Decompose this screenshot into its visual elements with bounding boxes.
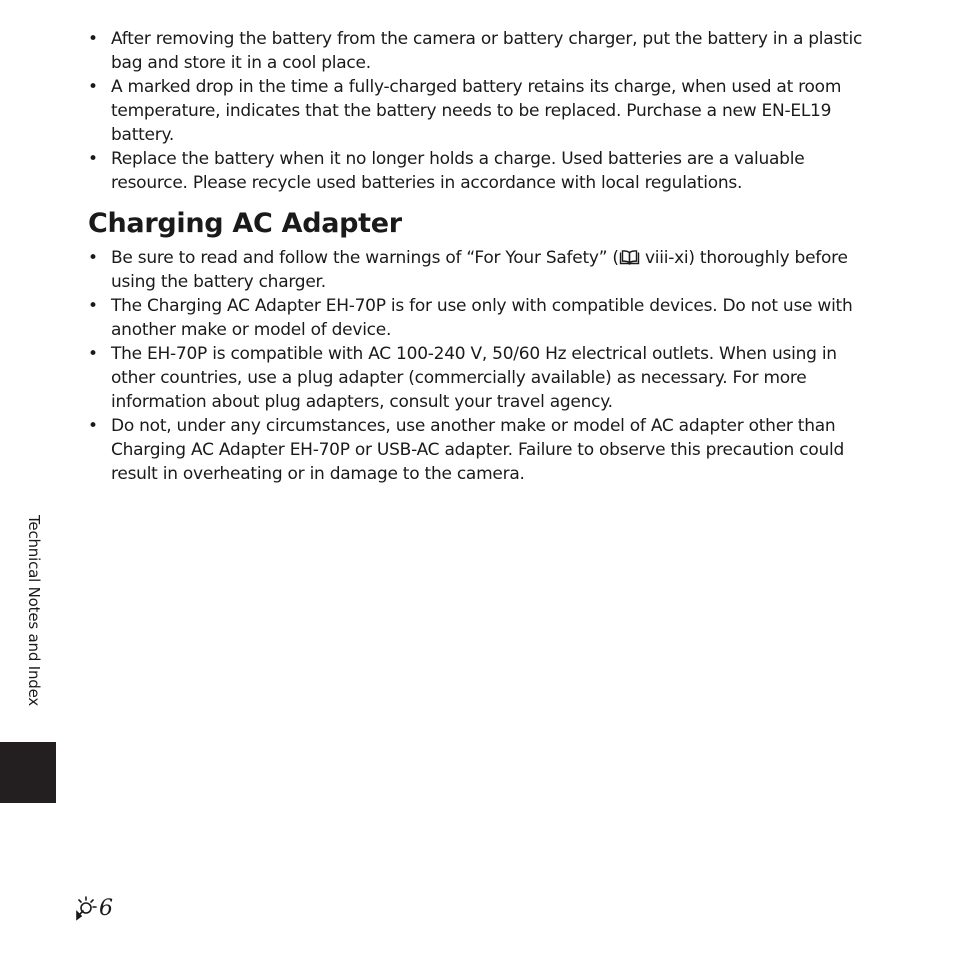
bullet-marker: • (88, 344, 98, 364)
list-item-text: The EH-70P is compatible with AC 100-240 V, 50/60 Hz electrical outlets. When using in other countries, use a plug adapter (commercially available) as necessary. For more information about plug adapters, consult your travel agency. (111, 344, 837, 412)
section-heading: Charging AC Adapter (88, 208, 402, 239)
adapter-bullet-list (88, 246, 878, 486)
bullet-marker: • (88, 248, 98, 268)
list-item (88, 294, 878, 342)
sidebar-section-label: Technical Notes and Index (25, 515, 43, 707)
bullet-marker: • (88, 149, 98, 169)
list-item (88, 246, 878, 294)
list-item-text: The Charging AC Adapter EH-70P is for use only with compatible devices. Do not use with another make or model of device. (111, 296, 853, 340)
list-item-text (111, 248, 848, 292)
technical-notes-icon (72, 895, 98, 921)
bullet-marker: • (88, 77, 98, 97)
page-number (72, 893, 113, 923)
bullet-marker: • (88, 416, 98, 436)
list-item-text: Replace the battery when it no longer holds a charge. Used batteries are a valuable resource. Please recycle used batteries in accordance with local regulations. (111, 149, 805, 193)
list-item (88, 342, 878, 414)
list-item (88, 75, 878, 147)
safety-reference-text: viii-xi) thoroughly before using the battery charger. (111, 248, 848, 292)
bullet-marker: • (88, 296, 98, 316)
safety-warning-text: Be sure to read and follow the warnings of “For Your Safety” ( (111, 248, 619, 268)
list-item-text: A marked drop in the time a fully-charged battery retains its charge, when used at room temperature, indicates that the battery needs to be replaced. Purchase a new EN-EL19 battery. (111, 77, 842, 145)
list-item (88, 414, 878, 486)
book-icon[interactable] (619, 248, 640, 263)
list-item-text: After removing the battery from the camera or battery charger, put the battery in a plastic bag and store it in a cool place. (111, 29, 863, 73)
section-tab (0, 742, 56, 803)
bullet-marker: • (88, 29, 98, 49)
list-item (88, 27, 878, 75)
list-item (88, 147, 878, 195)
list-item-text: Do not, under any circumstances, use another make or model of AC adapter other than Charging AC Adapter EH-70P or USB-AC adapter. Failure to observe this precaution could result in overheating or in damage to the camera. (111, 416, 845, 484)
page-number-text: 6 (99, 895, 113, 921)
battery-bullet-list (88, 27, 878, 195)
